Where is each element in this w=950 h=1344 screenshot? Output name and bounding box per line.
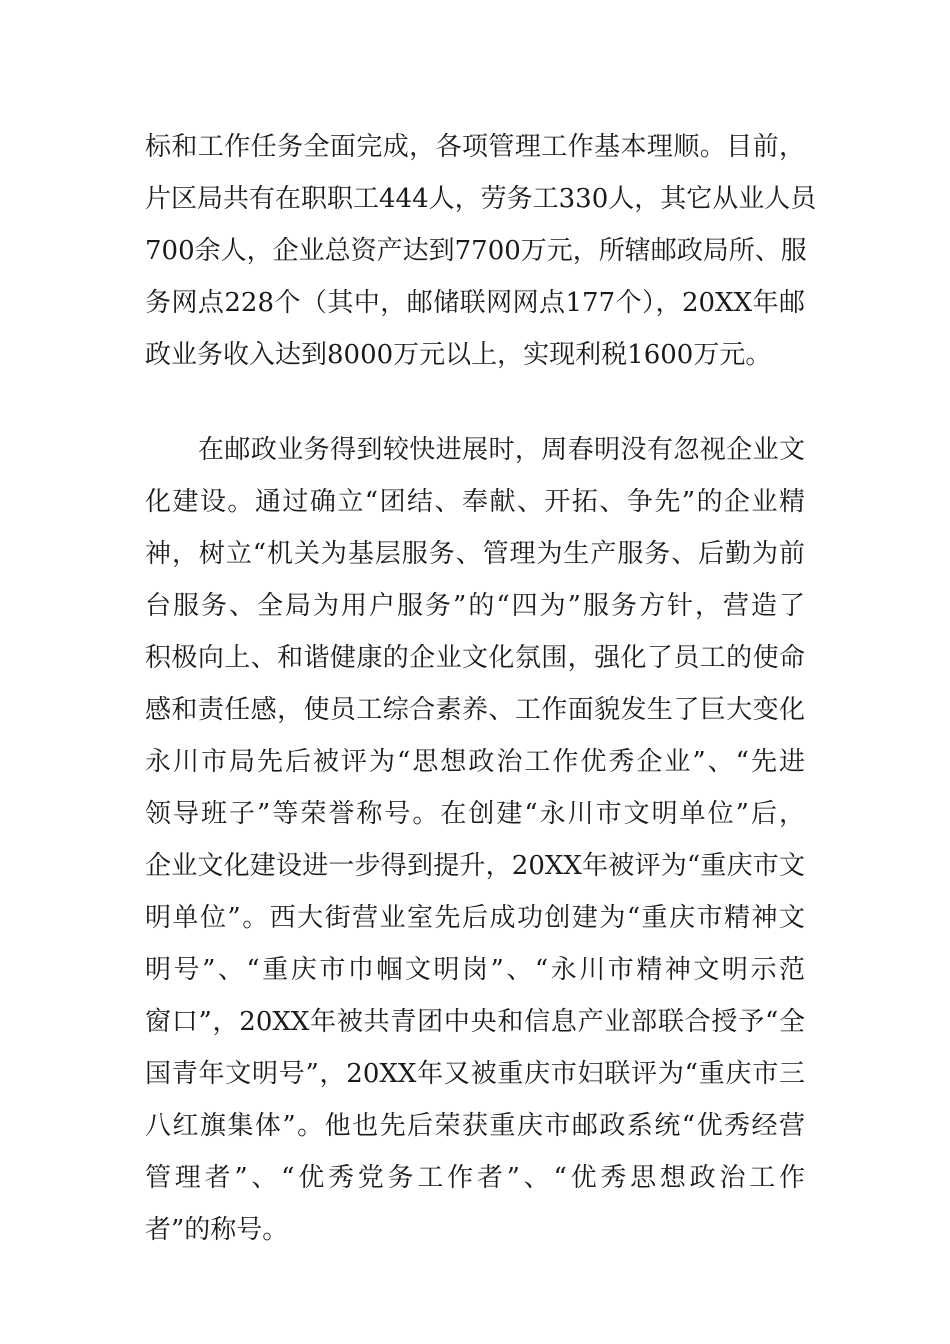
text-line: 台服务、全局为用户服务”的“四为”服务方针，营造了 [145,591,805,621]
text-line: 明号”、“重庆市巾帼文明岗”、“永川市精神文明示范 [145,955,805,985]
text-line: 明单位”。西大街营业室先后成功创建为“重庆市精神文 [145,903,805,933]
text-line: 国青年文明号”，20XX年又被重庆市妇联评为“重庆市三 [145,1059,805,1089]
text-line: 标和工作任务全面完成，各项管理工作基本理顺。目前， [145,132,805,162]
text-line: 化建设。通过确立“团结、奉献、开拓、争先”的企业精 [145,487,805,517]
text-line: 政业务收入达到8000万元以上，实现利税1600万元。 [145,340,772,370]
text-line: 积极向上、和谐健康的企业文化氛围，强化了员工的使命 [145,643,805,673]
text-line: 领导班子”等荣誉称号。在创建“永川市文明单位”后， [145,799,805,829]
text-line: 八红旗集体”。他也先后荣获重庆市邮政系统“优秀经营 [145,1111,805,1141]
text-line: 企业文化建设进一步得到提升，20XX年被评为“重庆市文 [145,851,805,881]
text-line: 感和责任感，使员工综合素养、工作面貌发生了巨大变化 [145,695,805,725]
text-line: 者”的称号。 [145,1215,289,1245]
text-line: 管理者”、“优秀党务工作者”、“优秀思想政治工作 [145,1163,805,1193]
text-line: 片区局共有在职职工444人，劳务工330人，其它从业人员 [145,184,817,214]
text-line-indented: 在邮政业务得到较快进展时，周春明没有忽视企业文 [198,435,805,465]
text-line: 窗口”，20XX年被共青团中央和信息产业部联合授予“全 [145,1007,805,1037]
text-line: 神，树立“机关为基层服务、管理为生产服务、后勤为前 [145,539,805,569]
text-line: 700余人，企业总资产达到7700万元，所辖邮政局所、服 [145,236,807,266]
text-line: 务网点228个（其中，邮储联网网点177个），20XX年邮 [145,288,805,318]
text-line: 永川市局先后被评为“思想政治工作优秀企业”、“先进 [145,747,805,777]
